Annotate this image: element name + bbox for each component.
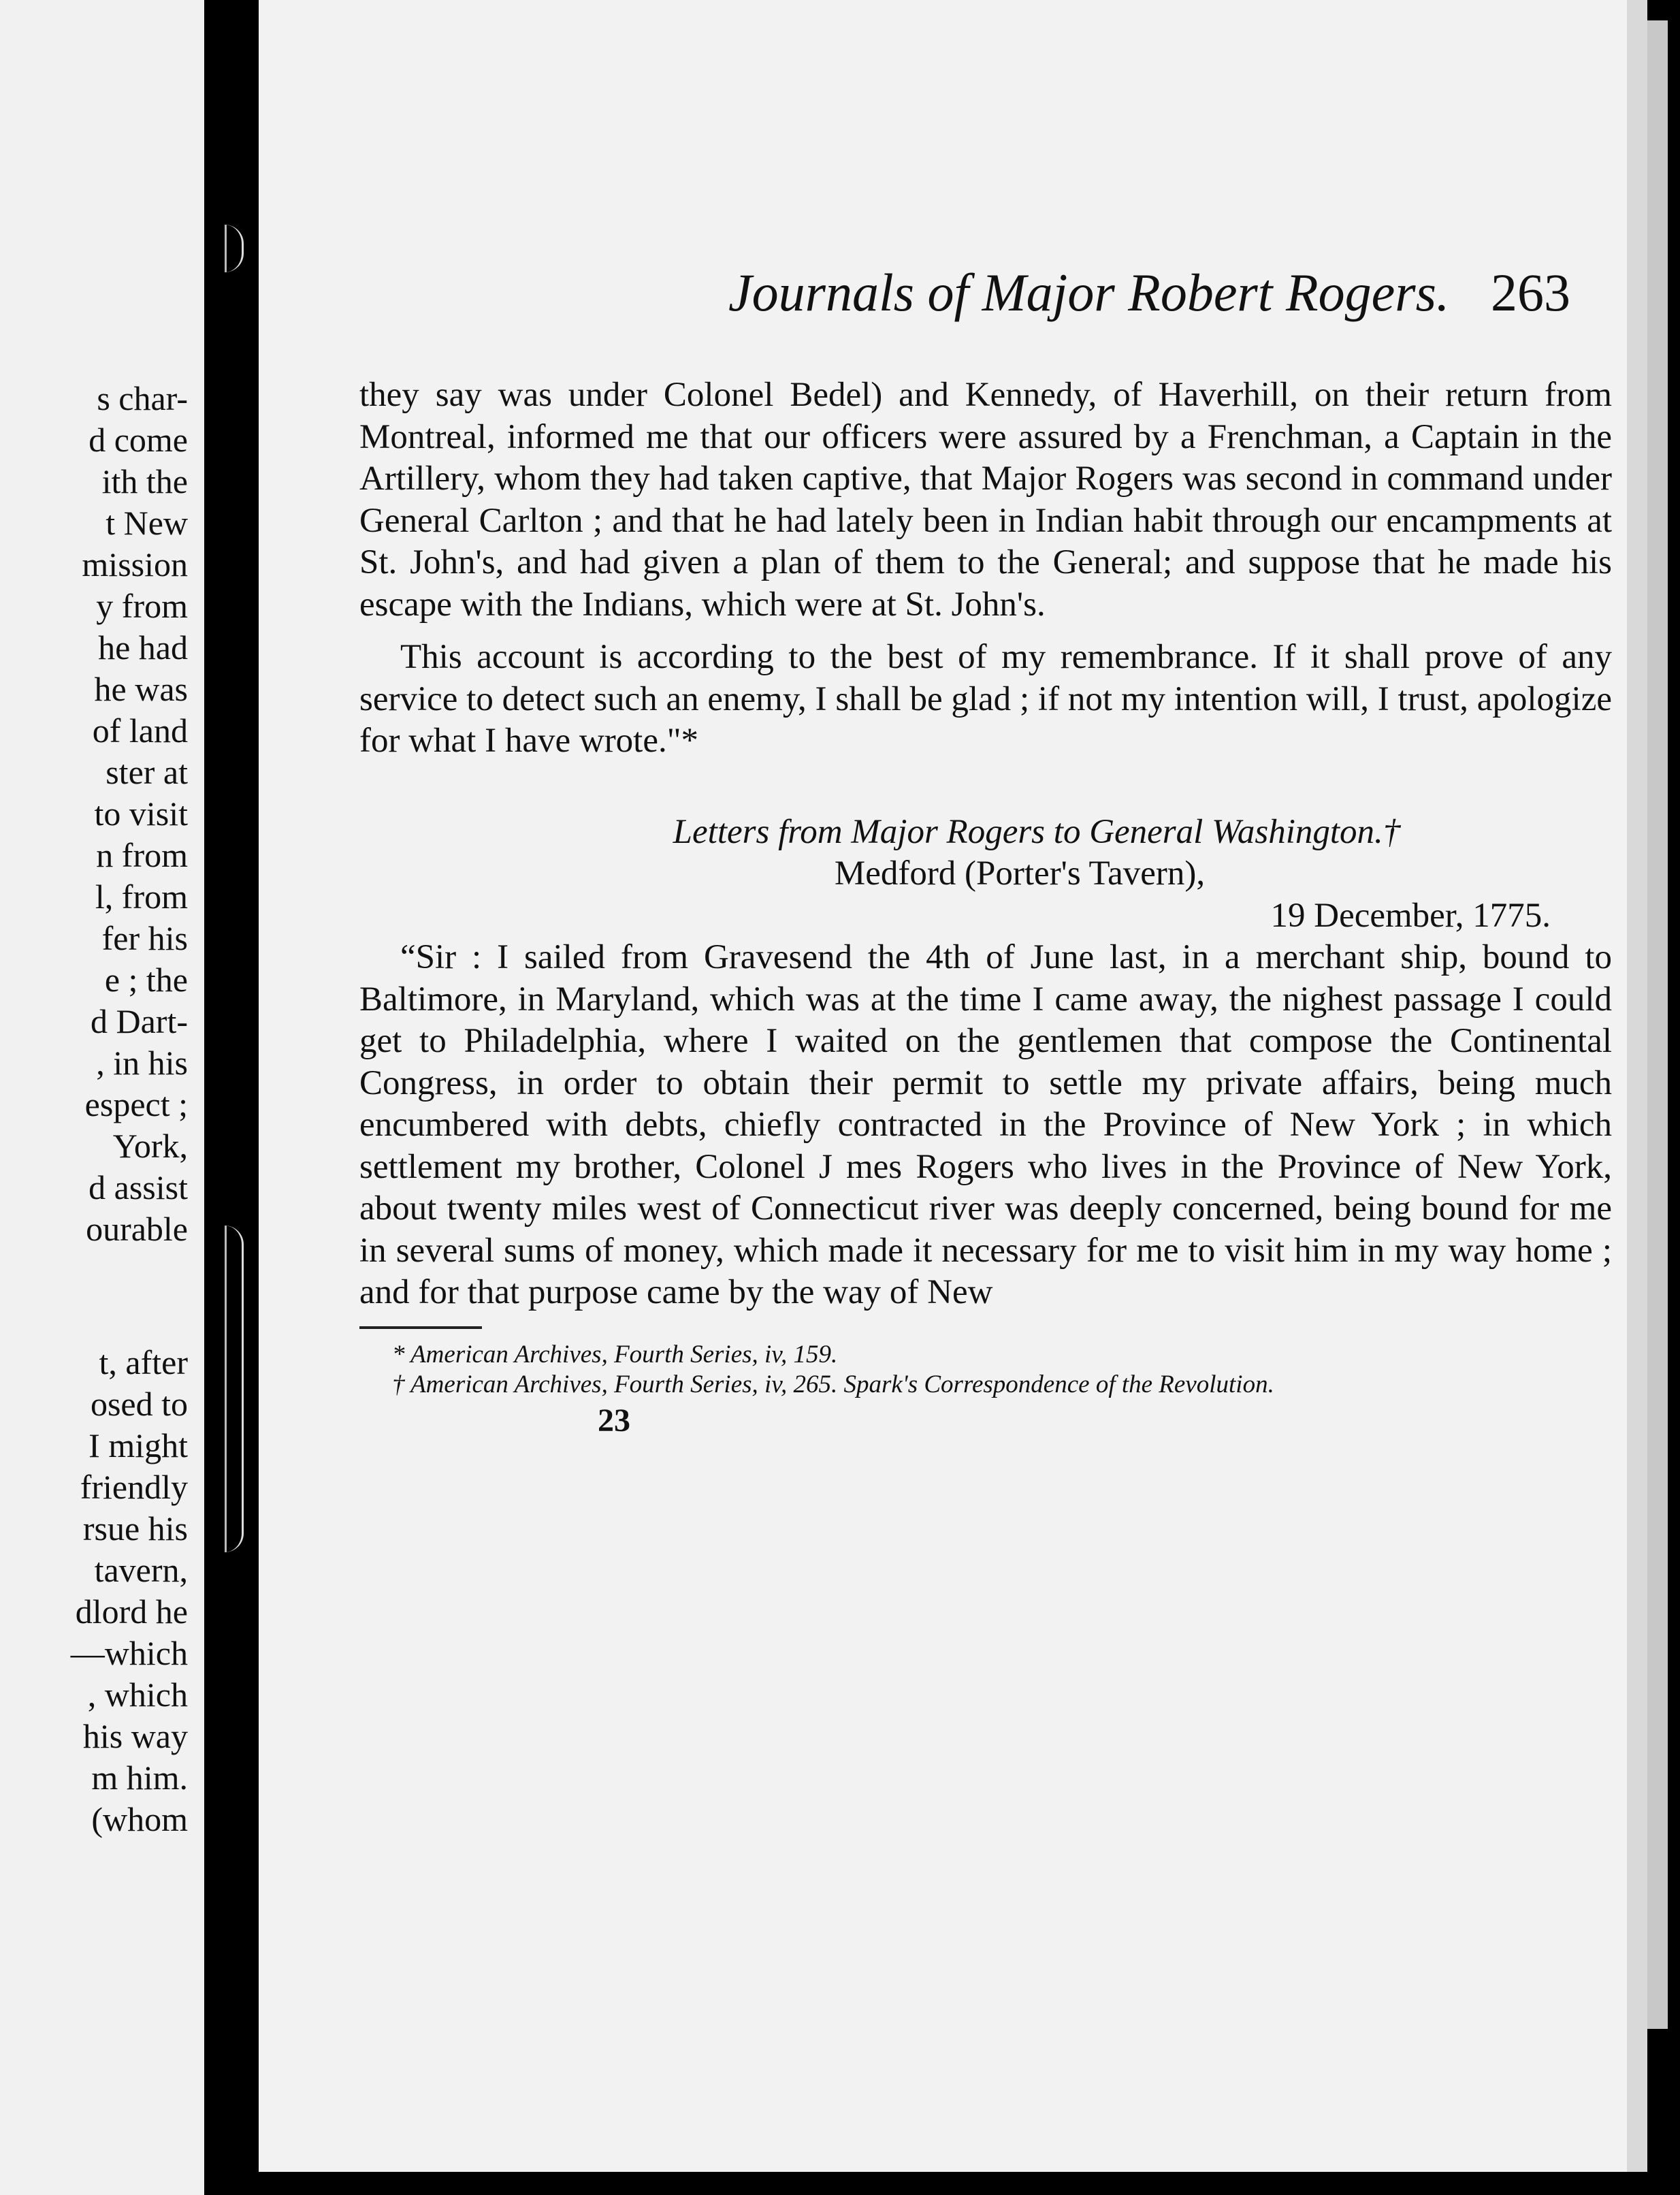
- facing-page-line: I might: [88, 1426, 188, 1464]
- facing-page-line: of land: [92, 711, 188, 750]
- letter-date: 19 December, 1775.: [1270, 896, 1551, 935]
- facing-page-line: e ; the: [104, 961, 188, 999]
- facing-page-line: ith the: [101, 462, 188, 500]
- facing-page-line: , in his: [96, 1044, 188, 1082]
- facing-page-line: tavern,: [94, 1551, 188, 1589]
- facing-page-line: he had: [98, 628, 188, 667]
- facing-page-line: , which: [87, 1676, 188, 1714]
- page-body: [359, 374, 1612, 1441]
- binding-stitch: [225, 1225, 244, 1552]
- facing-page-line: osed to: [90, 1385, 188, 1423]
- facing-page-line: ourable: [86, 1210, 188, 1248]
- running-head-title: Journals of Major Robert Rogers.: [728, 263, 1450, 322]
- facing-page-gap: [71, 1250, 188, 1342]
- facing-page-line: (whom: [91, 1800, 188, 1838]
- facing-page-line: rsue his: [82, 1509, 188, 1548]
- facing-page-line: —which: [70, 1634, 188, 1672]
- footnote: † American Archives, Fourth Series, iv, 265. Spark's Correspondence of the Revolution.: [392, 1370, 1274, 1398]
- facing-page-line: dlord he: [75, 1592, 188, 1631]
- facing-page: [0, 0, 204, 2195]
- facing-page-line: his way: [82, 1717, 188, 1755]
- facing-page-line: mission: [82, 545, 188, 583]
- facing-page-line: to visit: [94, 795, 188, 833]
- facing-page-line: y from: [96, 587, 188, 625]
- facing-page-line: York,: [112, 1127, 188, 1165]
- page-number: 263: [1491, 263, 1570, 322]
- book-page: [259, 0, 1647, 2172]
- facing-page-line: s char-: [97, 379, 188, 417]
- book-gutter: [204, 0, 259, 2195]
- paragraph: they say was under Colonel Bedel) and Kennedy, of Haverhill, on their return from Montreal, informed me that our officers were assured by a Frenchman, a Captain in the Artillery, whom they had taken captive, that Major Rogers was second in command under General Carlton ; and that he had lately been in Indian habit through our encampments at St. John's, and had given a plan of them to the General; and suppose that he made his escape with the Indians, which were at St. John's.: [359, 376, 1612, 624]
- facing-page-line: ster at: [106, 753, 188, 791]
- footnote: * American Archives, Fourth Series, iv, 159.: [392, 1340, 838, 1368]
- facing-page-line: he was: [94, 670, 188, 708]
- footnote-rule: [359, 1326, 482, 1329]
- letter-body: “Sir : I sailed from Gravesend the 4th of June last, in a merchant ship, bound to Baltimore, in Maryland, which was at the time I came away, the nighest passage I could get to Philadelphia, where I waited on the gentlemen that compose the Continental Congress, in order to obtain their permit to settle my private affairs, being much encumbered with debts, chiefly contracted in the Province of New York ; in which settlement my brother, Colonel J mes Rogers who lives in the Province of New York, about twenty miles west of Connecticut river was deeply concerned, being bound for me in several sums of money, which made it necessary for me to visit him in my way home ; and for that purpose came by the way of New: [359, 938, 1612, 1311]
- facing-page-line: n from: [96, 836, 188, 874]
- facing-page-line: fer his: [101, 919, 188, 957]
- section-heading: Letters from Major Rogers to General Washington.†: [673, 812, 1401, 851]
- facing-page-line: t, after: [99, 1343, 188, 1381]
- facing-page-line: d Dart-: [91, 1002, 188, 1040]
- letter-place: Medford (Porter's Tavern),: [834, 854, 1206, 893]
- facing-page-text: [71, 378, 188, 1840]
- signature-mark: 23: [598, 1402, 630, 1439]
- facing-page-line: m him.: [91, 1759, 188, 1797]
- facing-page-line: d assist: [88, 1168, 188, 1206]
- facing-page-line: l, from: [95, 878, 188, 916]
- facing-page-line: t New: [106, 504, 188, 542]
- facing-page-line: d come: [88, 421, 188, 459]
- facing-page-line: friendly: [80, 1468, 188, 1506]
- paragraph: This account is according to the best of my remembrance. If it shall prove of any service to detect such an enemy, I shall be glad ; if not my intention will, I trust, apologize for what I have wrote."*: [359, 638, 1612, 760]
- facing-page-line: espect ;: [84, 1085, 188, 1123]
